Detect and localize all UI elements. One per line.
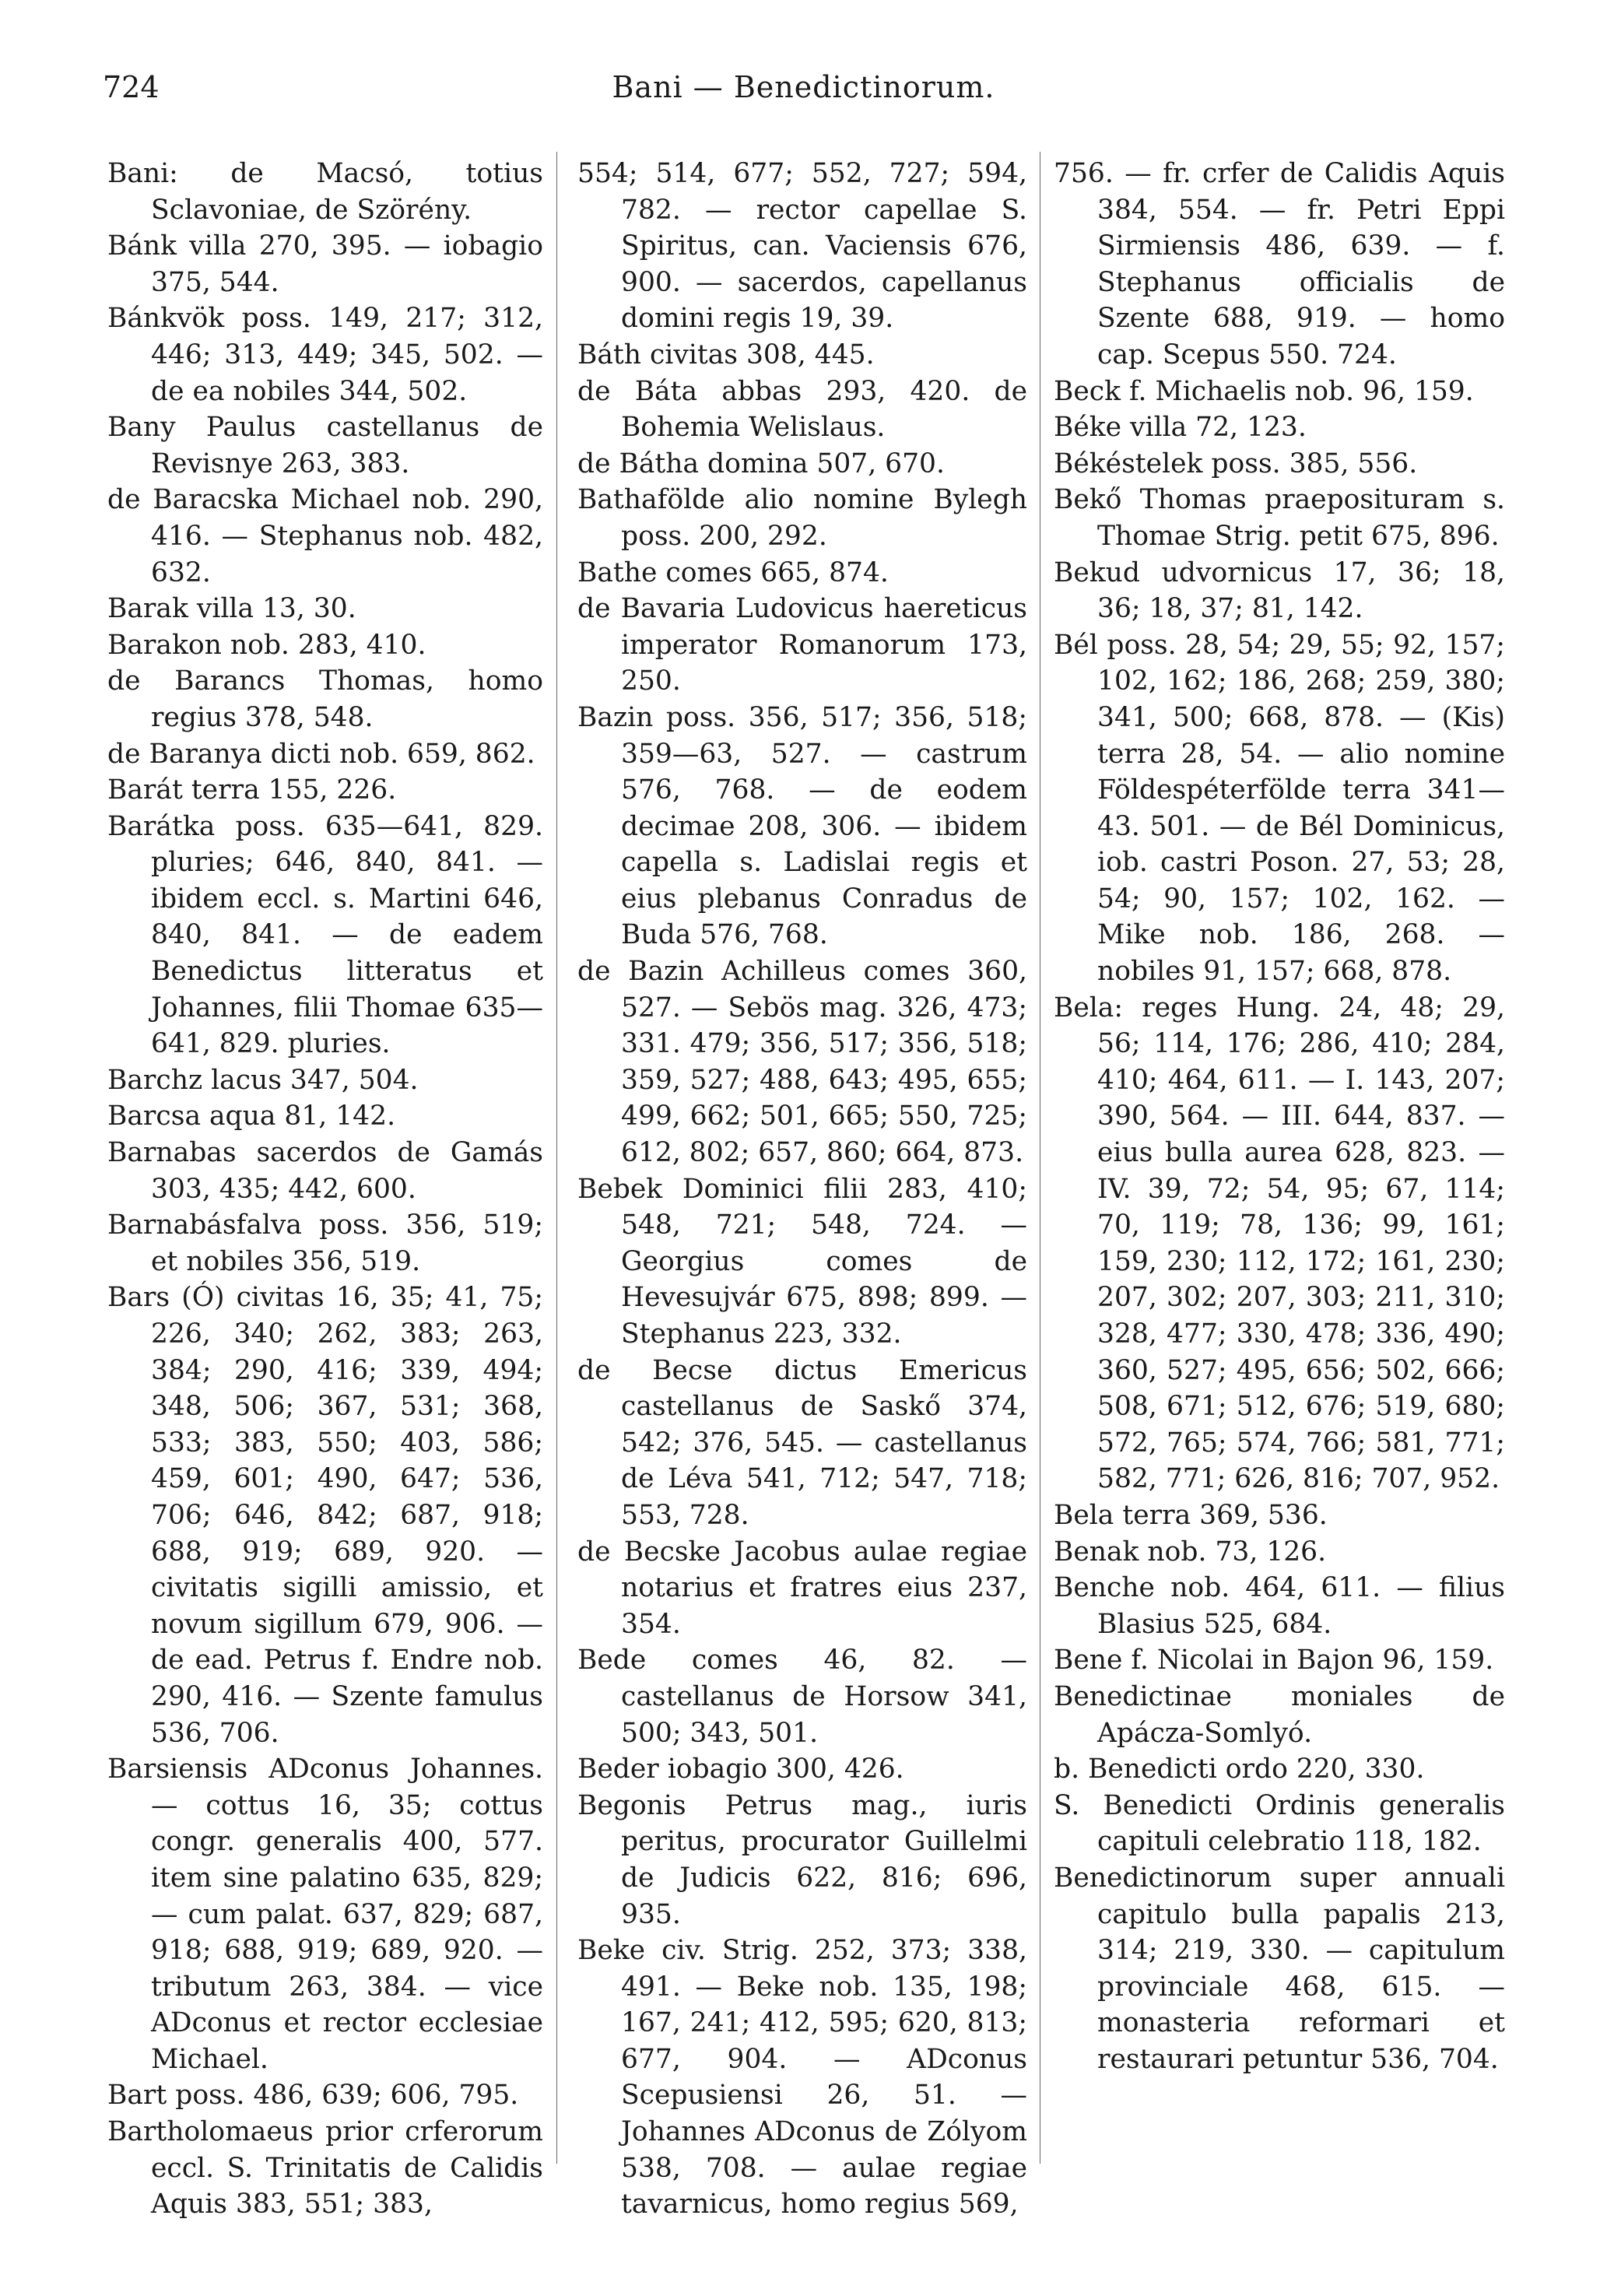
index-entry: Bela: reges Hung. 24, 48; 29, 56; 114, 176; 286, 410; 284, 410; 464, 611. — I. 143, 207; 390, 564. — III. 644, 837. — eius bulla aurea 628, 823. — IV. 39, 72; 54, 95; 67, 114; 70, 119; 78, 136; 99, 161; 159, 230; 112, 172; 161, 230; 207, 302; 207, 303; 211, 310; 328, 477; 330, 478; 336, 490; 360, 527; 495, 656; 502, 666; 508, 671; 512, 676; 519, 680; 572, 765; 574, 766; 581, 771; 582, 771; 626, 816; 707, 952. [1054,992,1505,1495]
index-entry: Bekő Thomas praeposituram s. Thomae Strig. petit 675, 896. [1054,484,1505,552]
index-entry: Bél poss. 28, 54; 29, 55; 92, 157; 102, 162; 186, 268; 259, 380; 341, 500; 668, 878. — (Kis) terra 28, 54. — alio nomine Földespéterfölde terra 341—43. 501. — de Bél Dominicus, iob. castri Poson. 27, 53; 28, 54; 90, 157; 102, 162. — Mike nob. 186, 268. — nobiles 91, 157; 668, 878. [1054,629,1505,988]
index-entry: Bánk villa 270, 395. — iobagio 375, 544. [107,230,543,298]
index-entry: b. Benedicti ordo 220, 330. [1054,1754,1425,1785]
index-entry: de Báta abbas 293, 420. de Bohemia Welislaus. [577,375,1027,444]
index-entry: Bebek Dominici filii 283, 410; 548, 721; 548, 724. — Georgius comes de Hevesujvár 675, 898; 899. — Stephanus 223, 332. [577,1173,1027,1350]
index-entry: Bartholomaeus prior crferorum eccl. S. Trinitatis de Calidis Aquis 383, 551; 383, [107,2116,543,2221]
index-entry: Bánkvök poss. 149, 217; 312, 446; 313, 449; 345, 502. — de ea nobiles 344, 502. [107,303,543,407]
index-entry: de Baranya dicti nob. 659, 862. [107,738,535,770]
index-entry: Barakon nob. 283, 410. [107,629,426,661]
index-entry: Bazin poss. 356, 517; 356, 518; 359—63, 527. — castrum 576, 768. — de eodem decimae 208, 306. — ibidem capella s. Ladislai regis et eius plebanus Conradus de Buda 576, 768. [577,701,1027,951]
page-header [0,70,1607,117]
index-entry: Beke civ. Strig. 252, 373; 338, 491. — Beke nob. 135, 198; 167, 241; 412, 595; 620, 813; 677, 904. — ADconus Scepusiensi 26, 51. — Johannes ADconus de Zólyom 538, 708. — aulae regiae tavarnicus, homo regius 569, [577,1935,1027,2221]
index-entry: Benedictinae moniales de Apácza-Somlyó. [1054,1680,1505,1749]
index-entry: Barchz lacus 347, 504. [107,1064,419,1096]
index-entry: de Bátha domina 507, 670. [577,448,945,479]
index-entry: Béke villa 72, 123. [1054,412,1307,444]
index-entry: S. Benedicti Ordinis generalis capituli celebratio 118, 182. [1054,1789,1505,1858]
index-entry: de Baracska Michael nob. 290, 416. — Stephanus nob. 482, 632. [107,484,543,588]
index-entry: de Becske Jacobus aulae regiae notarius et fratres eius 237, 354. [577,1536,1027,1640]
index-entry: Barát terra 155, 226. [107,774,397,806]
index-entry: Bars (Ó) civitas 16, 35; 41, 75; 226, 340; 262, 383; 263, 384; 290, 416; 339, 494; 348, 506; 367, 531; 368, 533; 383, 550; 403, 586; 459, 601; 490, 647; 536, 706; 646, 842; 687, 918; 688, 919; 689, 920. — civitatis sigilli amissio, et novum sigillum 679, 906. — de ead. Petrus f. Endre nob. 290, 416. — Szente famulus 536, 706. [107,1282,543,1749]
index-entry: de Bazin Achilleus comes 360, 527. — Sebös mag. 326, 473; 331. 479; 356, 517; 356, 518; 359, 527; 488, 643; 495, 655; 499, 662; 501, 665; 550, 725; 612, 802; 657, 860; 664, 873. [577,956,1027,1169]
index-entry: Bekud udvornicus 17, 36; 18, 36; 18, 37; 81, 142. [1054,556,1505,625]
index-column-middle [577,156,1027,2223]
column-divider [556,152,557,2164]
running-head: Bani — Benedictinorum. [612,70,995,104]
index-entry: Beder iobagio 300, 426. [577,1754,904,1785]
index-entry: Barnabásfalva poss. 356, 519; et nobiles 356, 519. [107,1209,543,1277]
index-entry: Bede comes 46, 82. — castellanus de Horsow 341, 500; 343, 501. [577,1645,1027,1749]
index-entry: Barátka poss. 635—641, 829. pluries; 646, 840, 841. — ibidem eccl. s. Martini 646, 840, 841. — de eadem Benedictus litteratus et Johannes, filii Thomae 635—641, 829. pluries. [107,810,543,1060]
index-entry: 756. — fr. crfer de Calidis Aquis 384, 554. — fr. Petri Eppi Sirmiensis 486, 639. — f. Stephanus officialis de Szente 688, 919. — homo cap. Scepus 550. 724. [1054,158,1505,370]
index-entry: Bani: de Macsó, totius Sclavoniae, de Szörény. [107,158,543,226]
index-entry: de Bavaria Ludovicus haereticus imperator Romanorum 173, 250. [577,593,1027,697]
index-column-right [1054,156,1505,2077]
index-entry: Barsiensis ADconus Johannes. — cottus 16, 35; cottus congr. generalis 400, 577. item sine palatino 635, 829; — cum palat. 637, 829; 687, 918; 688, 919; 689, 920. — tributum 263, 384. — vice ADconus et rector ecclesiae Michael. [107,1754,543,2075]
index-entry: Bene f. Nicolai in Bajon 96, 159. [1054,1645,1494,1676]
index-entry: Bathe comes 665, 874. [577,556,889,588]
index-entry: Barak villa 13, 30. [107,593,356,625]
index-entry: Barnabas sacerdos de Gamás 303, 435; 442, 600. [107,1137,543,1205]
index-entry: Bela terra 369, 536. [1054,1499,1328,1531]
index-entry: Bany Paulus castellanus de Revisnye 263, 383. [107,412,543,479]
index-entry: de Barancs Thomas, homo regius 378, 548. [107,665,543,733]
index-entry: Begonis Petrus mag., iuris peritus, procurator Guillelmi de Judicis 622, 816; 696, 935. [577,1789,1027,1930]
index-entry: Beck f. Michaelis nob. 96, 159. [1054,375,1474,407]
index-column-left [107,156,543,2223]
index-entry: de Becse dictus Emericus castellanus de Saskő 374, 542; 376, 545. — castellanus de Léva 541, 712; 547, 718; 553, 728. [577,1354,1027,1531]
index-entry: Benak nob. 73, 126. [1054,1536,1327,1568]
index-entry: 554; 514, 677; 552, 727; 594, 782. — rector capellae S. Spiritus, can. Vaciensis 676, 900. — sacerdos, capellanus domini regis 19, 39. [577,158,1027,335]
page-number: 724 [103,70,160,104]
index-entry: Benche nob. 464, 611. — filius Blasius 525, 684. [1054,1572,1505,1640]
index-entry: Báth civitas 308, 445. [577,339,875,370]
index-entry: Benedictinorum super annuali capitulo bulla papalis 213, 314; 219, 330. — capitulum provinciale 468, 615. — monasteria reformari et restaurari petuntur 536, 704. [1054,1862,1505,2075]
index-entry: Bart poss. 486, 639; 606, 795. [107,2080,519,2112]
index-entry: Barcsa aqua 81, 142. [107,1101,396,1132]
index-entry: Békéstelek poss. 385, 556. [1054,448,1418,479]
index-entry: Bathafölde alio nomine Bylegh poss. 200, 292. [577,484,1027,552]
